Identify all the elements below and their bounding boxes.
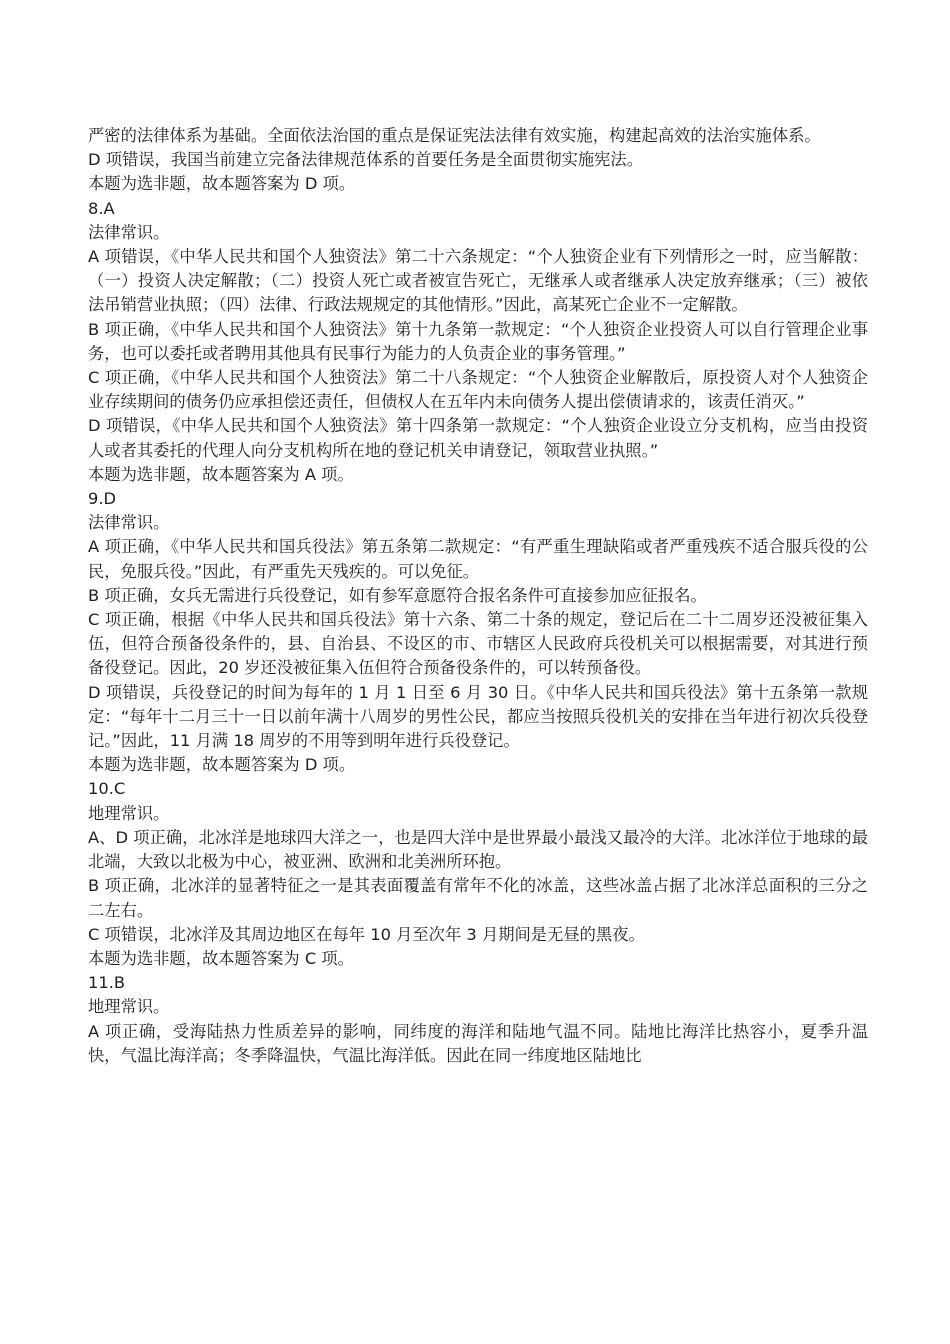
paragraph: A、D 项正确，北冰洋是地球四大洋之一，也是四大洋中是世界最小最浅又最冷的大洋。北冰洋位于地球的最北端，大致以北极为中心，被亚洲、欧洲和北美洲所环抱。 <box>88 827 868 872</box>
category-label: 法律常识。 <box>88 222 170 242</box>
paragraph: A 项正确，受海陆热力性质差异的影响，同纬度的海洋和陆地气温不同。陆地比海洋比热容小，夏季升温快，气温比海洋高；冬季降温快，气温比海洋低。因此在同一纬度地区陆地比 <box>88 1021 868 1065</box>
paragraph: B 项正确，女兵无需进行兵役登记，如有参军意愿符合报名条件可直接参加应征报名。 <box>88 585 707 605</box>
category-label: 地理常识。 <box>88 803 170 823</box>
question-number: 8.A <box>88 198 115 218</box>
category-label: 地理常识。 <box>88 997 170 1017</box>
paragraph: B 项正确，《中华人民共和国个人独资法》第十九条第一款规定：“个人独资企业投资人可以自行管理企业事务，也可以委托或者聘用其他具有民事行为能力的人负责企业的事务管理。” <box>88 319 868 363</box>
document-body <box>88 124 868 1068</box>
paragraph: 本题为选非题，故本题答案为 C 项。 <box>88 948 354 968</box>
paragraph: C 项错误，北冰洋及其周边地区在每年 10 月至次年 3 月期间是无昼的黑夜。 <box>88 924 645 944</box>
paragraph: 严密的法律体系为基础。全面依法治国的重点是保证宪法法律有效实施，构建起高效的法治实施体系。 <box>88 126 821 145</box>
question-number: 11.B <box>88 973 126 993</box>
category-label: 法律常识。 <box>88 513 170 533</box>
question-number: 9.D <box>88 489 117 509</box>
paragraph: D 项错误，我国当前建立完备法律规范体系的首要任务是全面贯彻实施宪法。 <box>88 150 643 170</box>
paragraph: 本题为选非题，故本题答案为 D 项。 <box>88 755 356 775</box>
paragraph: 本题为选非题，故本题答案为 A 项。 <box>88 464 354 484</box>
paragraph: D 项错误，兵役登记的时间为每年的 1 月 1 日至 6 月 30 日。《中华人民共和国兵役法》第十五条第一款规定：“每年十二月三十一日以前年满十八周岁的男性公民，都应当按照兵役机关的安排在当年进行初次兵役登记。”因此，11 月满 18 周岁的不用等到明年进行兵役登记。 <box>88 682 868 751</box>
question-number: 10.C <box>88 779 126 799</box>
paragraph: 本题为选非题，故本题答案为 D 项。 <box>88 174 356 194</box>
paragraph: B 项正确，北冰洋的显著特征之一是其表面覆盖有常年不化的冰盖，这些冰盖占据了北冰洋总面积的三分之二左右。 <box>88 876 868 920</box>
paragraph: C 项正确，根据《中华人民共和国兵役法》第十六条、第二十条的规定，登记后在二十二周岁还没被征集入伍，但符合预备役条件的，县、自治县、不设区的市、市辖区人民政府兵役机关可以根据需要，对其进行预备役登记。因此，20 岁还没被征集入伍但符合预备役条件的，可以转预备役。 <box>88 610 868 678</box>
paragraph: C 项正确，《中华人民共和国个人独资法》第二十八条规定：“个人独资企业解散后，原投资人对个人独资企业存续期间的债务仍应承担偿还责任，但债权人在五年内未向债务人提出偿债请求的，该责任消灭。” <box>88 368 868 412</box>
paragraph: D 项错误，《中华人民共和国个人独资法》第十四条第一款规定：“个人独资企业设立分支机构，应当由投资人或者其委托的代理人向分支机构所在地的登记机关申请登记，领取营业执照。” <box>88 416 868 460</box>
paragraph: A 项正确，《中华人民共和国兵役法》第五条第二款规定：“有严重生理缺陷或者严重残疾不适合服兵役的公民，免服兵役。”因此，有严重先天残疾的。可以免征。 <box>88 537 868 581</box>
paragraph: A 项错误，《中华人民共和国个人独资法》第二十六条规定：“个人独资企业有下列情形之一时，应当解散：（一）投资人决定解散；（二）投资人死亡或者被宣告死亡，无继承人或者继承人决定放弃继承；（三）被依法吊销营业执照；（四）法律、行政法规规定的其他情形。”因此，高某死亡企业不一定解散。 <box>88 247 868 315</box>
